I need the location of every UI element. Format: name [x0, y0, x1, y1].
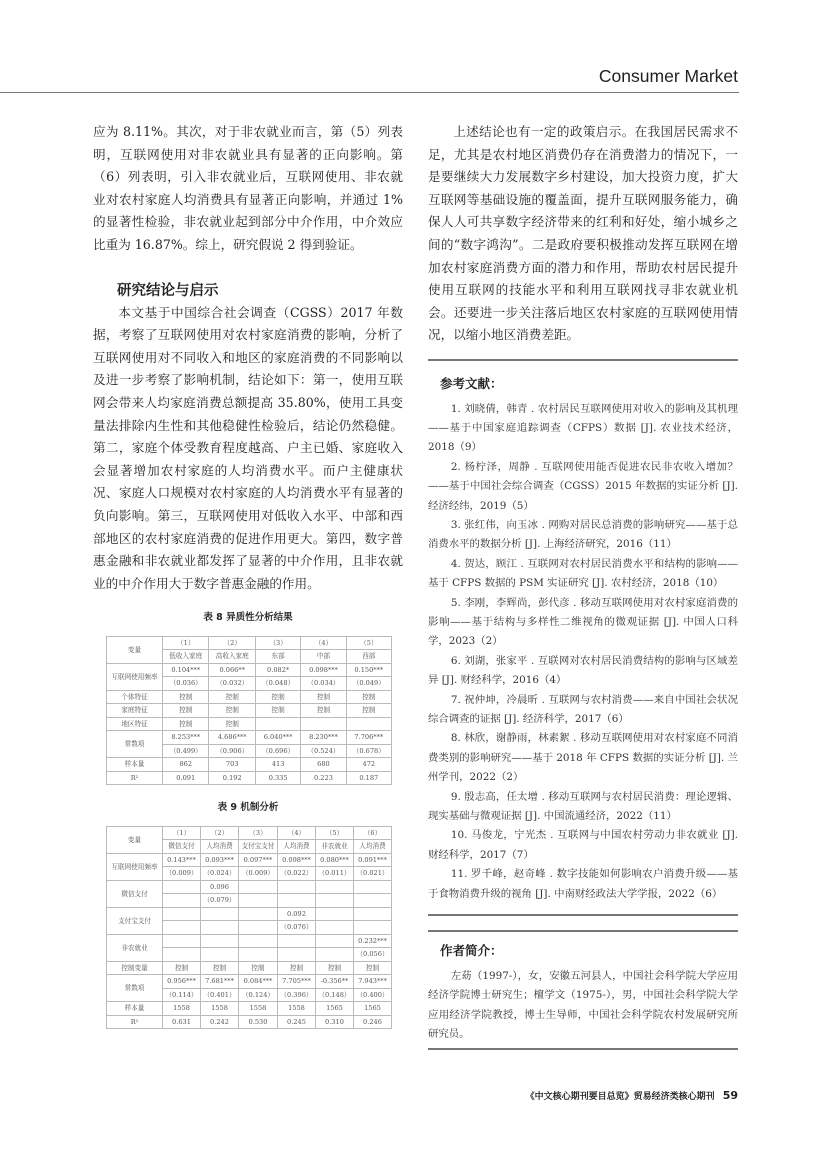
table-cell: [353, 880, 391, 894]
table-cell: （5）: [315, 826, 353, 840]
table-cell: 人均消费: [277, 840, 315, 854]
table-cell: 0.092: [277, 907, 315, 921]
table-cell: 862: [163, 758, 209, 772]
table-cell: 0.232***: [353, 934, 391, 948]
table-cell: （0.678）: [346, 744, 391, 758]
row-label: 常数项: [107, 975, 163, 1002]
table-cell: 0.187: [346, 771, 391, 785]
table-cell: （2）: [209, 636, 255, 650]
table-cell: （0.696）: [255, 744, 300, 758]
table-cell: [315, 907, 353, 921]
table-row: [107, 975, 392, 989]
table-header-row: [107, 636, 392, 650]
reference-item: 9. 殷志高，任太增 . 移动互联网与农村居民消费：理论逻辑、现实基础与微观证据 [J]. 中国流通经济，2022（11）: [428, 790, 738, 823]
table-cell: 0.093***: [201, 853, 239, 867]
table-cell: 7.681***: [201, 975, 239, 989]
left-column: [93, 121, 403, 1029]
table-cell: 680: [301, 758, 346, 772]
table-cell: 控制: [301, 704, 346, 718]
table-cell: （0.011）: [315, 867, 353, 881]
table-cell: 0.098***: [301, 663, 346, 677]
table-cell: （0.400）: [353, 988, 391, 1002]
table-cell: [163, 948, 201, 962]
table-cell: 控制: [277, 961, 315, 975]
row-label: 控制变量: [107, 961, 163, 975]
table-cell: （0.022）: [277, 867, 315, 881]
table-cell: 1558: [201, 1002, 239, 1016]
table-cell: （6）: [353, 826, 391, 840]
table-cell: [163, 907, 201, 921]
table-cell: 0.084***: [239, 975, 278, 989]
table-cell: 控制: [301, 690, 346, 704]
table-cell: [346, 717, 391, 731]
references-list: [428, 400, 738, 905]
row-label: 家庭特征: [107, 704, 163, 718]
table-cell: [353, 894, 391, 908]
table-cell: 0.956***: [163, 975, 201, 989]
table-cell: [201, 934, 239, 948]
table-cell: -0.356**: [315, 975, 353, 989]
table-cell: 0.082*: [255, 663, 300, 677]
table-cell: （4）: [301, 636, 346, 650]
table-cell: （1）: [163, 826, 201, 840]
table-cell: （0.009）: [163, 867, 201, 881]
table-cell: [315, 934, 353, 948]
table-cell: [315, 894, 353, 908]
table9: [106, 826, 392, 1030]
footer: [526, 1089, 738, 1102]
table-cell: 0.066**: [209, 663, 255, 677]
table-row: [107, 1015, 392, 1029]
reference-item: 2. 杨柠泽，周静 . 互联网使用能否促进农民非农收入增加？——基于中国社会综合调查（CGSS）2015 年数据的实证分析 [J]. 经济经纬，2019（5）: [428, 460, 738, 512]
row-label: 地区特征: [107, 717, 163, 731]
table-cell: 1558: [239, 1002, 278, 1016]
table-cell: 1565: [353, 1002, 391, 1016]
table-cell: [201, 948, 239, 962]
table-header: 变量: [107, 636, 163, 663]
paragraph: 上述结论也有一定的政策启示。在我国居民需求不足，尤其是农村地区消费仍存在消费潜力的情况下，一是要继续大力发展数字乡村建设，加大投资力度，扩大互联网等基础设施的覆盖面，提升互联网服务能力，确保人人可共享数字经济带来的红利和好处，缩小城乡之间的“数字鸿沟”。二是政府要积极推动发挥互联网在增加农村家庭消费方面的潜力和作用，帮助农村居民提升使用互联网的技能水平和利用互联网找寻非农就业机会。还要进一步关注落后地区农村家庭的互联网使用情况，以缩小地区消费差距。: [428, 124, 738, 343]
table-cell: 控制: [255, 690, 300, 704]
table-cell: [163, 921, 201, 935]
table-cell: 控制: [239, 961, 278, 975]
table-cell: 高收入家庭: [209, 650, 255, 664]
table-cell: （0.524）: [301, 744, 346, 758]
table-cell: 控制: [315, 961, 353, 975]
table-cell: [201, 921, 239, 935]
row-label: 样本量: [107, 758, 163, 772]
table-cell: [239, 934, 278, 948]
section-heading: 研究结论与启示: [117, 282, 219, 299]
divider: [428, 914, 738, 916]
table-cell: [239, 948, 278, 962]
table-cell: 6.040***: [255, 731, 300, 745]
table-cell: （3）: [255, 636, 300, 650]
table-cell: 413: [255, 758, 300, 772]
row-label: 常数项: [107, 731, 163, 758]
table-cell: 低收入家庭: [163, 650, 209, 664]
row-label: 支付宝支付: [107, 907, 163, 934]
table8: [106, 636, 392, 786]
reference-item: 11. 罗千峰，赵奇峰 . 数字技能如何影响农户消费升级——基于食物消费升级的视角 [J]. 中南财经政法大学学报，2022（6）: [428, 868, 738, 900]
table-cell: （0.396）: [277, 988, 315, 1002]
table-cell: 0.192: [209, 771, 255, 785]
table-cell: [163, 894, 201, 908]
table-cell: 0.080***: [315, 853, 353, 867]
header-rule: [0, 92, 739, 93]
table-cell: 0.246: [353, 1015, 391, 1029]
table-cell: （0.036）: [163, 677, 209, 691]
running-header: Consumer Market: [598, 66, 738, 86]
divider: [428, 930, 738, 932]
table-cell: [239, 921, 278, 935]
table-cell: [277, 894, 315, 908]
reference-item: 10. 马俊龙，宁光杰 . 互联网与中国农村劳动力非农就业 [J]. 财经科学，2017（7）: [428, 829, 738, 861]
table-row: [107, 961, 392, 975]
row-label: 互联网使用频率: [107, 663, 163, 690]
table-header-row: [107, 826, 392, 840]
table-cell: 8.253***: [163, 731, 209, 745]
table-row: [107, 880, 392, 894]
table-cell: [277, 880, 315, 894]
table-cell: 控制: [346, 690, 391, 704]
reference-item: 3. 张红伟，向玉冰 . 网购对居民总消费的影响研究——基于总消费水平的数据分析 [J]. 上海经济研究，2016（11）: [428, 518, 738, 551]
row-label: R²: [107, 1015, 163, 1029]
table-cell: [315, 880, 353, 894]
table-cell: 0.098***: [277, 853, 315, 867]
table-cell: （0.049）: [346, 677, 391, 691]
table-cell: （3）: [239, 826, 278, 840]
paragraph: 应为 8.11%。其次，对于非农就业而言，第（5）列表明，互联网使用对非农就业具有显著的正向影响。第（6）列表明，引入非农就业后，互联网使用、非农就业对农村家庭人均消费具有显著正向影响，并通过 1% 的显著性检验，非农就业起到部分中介作用，中介效应比重为 16.87%。综上，研究假说 2 得到验证。: [93, 124, 403, 252]
table-cell: 472: [346, 758, 391, 772]
table-cell: 控制: [353, 961, 391, 975]
table-cell: 0.143***: [163, 853, 201, 867]
table-row: [107, 717, 392, 731]
references-title: 参考文献：: [440, 375, 503, 391]
table-cell: [163, 934, 201, 948]
table-header: 变量: [107, 826, 163, 853]
table-cell: [277, 934, 315, 948]
table-cell: 控制: [163, 717, 209, 731]
table-cell: 0.091***: [353, 853, 391, 867]
table-cell: 0.091: [163, 771, 209, 785]
table-cell: （0.021）: [353, 867, 391, 881]
table-cell: 控制: [209, 704, 255, 718]
table-cell: [239, 894, 278, 908]
table-cell: [353, 921, 391, 935]
table-cell: 0.096: [201, 880, 239, 894]
table-cell: 703: [209, 758, 255, 772]
table-cell: 微信支付: [163, 840, 201, 854]
table-cell: 0.335: [255, 771, 300, 785]
author-bio: 左苭（1997-），女，安徽五河县人，中国社会科学院大学应用经济学院博士研究生；檀学文（1975-），男，中国社会科学院大学应用经济学院教授，博士生导师，中国社会科学院农村发展研究所研究员。: [428, 969, 738, 1040]
reference-item: 1. 刘晓倩，韩青 . 农村居民互联网使用对收入的影响及其机理——基于中国家庭追踪调查（CFPS）数据 [J]. 农业技术经济，2018（9）: [428, 402, 738, 454]
table-cell: 中部: [301, 650, 346, 664]
table-cell: （0.048）: [255, 677, 300, 691]
table-cell: 0.631: [163, 1015, 201, 1029]
table-cell: [315, 921, 353, 935]
table-row: [107, 704, 392, 718]
row-label: R²: [107, 771, 163, 785]
page-number: 59: [722, 1089, 738, 1102]
table8-title: 表 8 异质性分析结果: [203, 612, 293, 624]
table-row: [107, 907, 392, 921]
table-row: [107, 690, 392, 704]
table-cell: （0.148）: [315, 988, 353, 1002]
table-cell: 7.943***: [353, 975, 391, 989]
table-cell: （0.056）: [353, 948, 391, 962]
row-label: 微信支付: [107, 880, 163, 907]
row-label: 互联网使用频率: [107, 853, 163, 880]
divider: [428, 1048, 738, 1050]
table-cell: 0.150***: [346, 663, 391, 677]
table-cell: 人均消费: [353, 840, 391, 854]
table-cell: 0.530: [239, 1015, 278, 1029]
table-cell: 非农就业: [315, 840, 353, 854]
table-cell: 控制: [201, 961, 239, 975]
table-cell: 控制: [209, 717, 255, 731]
table-row: [107, 1002, 392, 1016]
table-row: [107, 731, 392, 745]
table-row: [107, 663, 392, 677]
reference-item: 4. 贺达，顾江 . 互联网对农村居民消费水平和结构的影响——基于 CFPS 数据的 PSM 实证研究 [J]. 农村经济，2018（10）: [428, 557, 738, 590]
table-cell: 控制: [163, 690, 209, 704]
reference-item: 7. 祝仲坤，冷晨昕 . 互联网与农村消费——来自中国社会状况综合调查的证据 [J]. 经济科学，2017（6）: [428, 693, 738, 726]
table-cell: 7.705***: [277, 975, 315, 989]
table-cell: 1558: [277, 1002, 315, 1016]
reference-item: 6. 刘湖，张家平 . 互联网对农村居民消费结构的影响与区域差异 [J]. 财经科学，2016（4）: [428, 654, 738, 687]
table-cell: 东部: [255, 650, 300, 664]
row-label: 样本量: [107, 1002, 163, 1016]
table-row: [107, 771, 392, 785]
table-cell: [255, 717, 300, 731]
table-cell: （4）: [277, 826, 315, 840]
table-cell: [353, 907, 391, 921]
table-cell: 0.223: [301, 771, 346, 785]
reference-item: 8. 林欣，谢静雨，林素絮 . 移动互联网使用对农村家庭不同消费类别的影响研究——基于 2018 年 CFPS 数据的实证分析 [J]. 兰州学刊，2022（2）: [428, 732, 738, 784]
table-cell: 人均消费: [201, 840, 239, 854]
table-cell: （1）: [163, 636, 209, 650]
table-cell: 0.242: [201, 1015, 239, 1029]
table-row: [107, 758, 392, 772]
table-cell: （2）: [201, 826, 239, 840]
table-cell: [277, 948, 315, 962]
reference-item: 5. 李刚，李辉尚，彭代彦 . 移动互联网使用对农村家庭消费的影响——基于结构与多样性二维视角的微观证据 [J]. 中国人口科学，2023（2）: [428, 596, 738, 648]
table-cell: （0.076）: [277, 921, 315, 935]
row-label: 非农就业: [107, 934, 163, 961]
table-cell: （0.124）: [239, 988, 278, 1002]
table-cell: 1558: [163, 1002, 201, 1016]
table-cell: 7.706***: [346, 731, 391, 745]
table-cell: [239, 880, 278, 894]
table-cell: （0.499）: [163, 744, 209, 758]
table-cell: 控制: [163, 704, 209, 718]
table-cell: 0.245: [277, 1015, 315, 1029]
table-cell: （0.401）: [201, 988, 239, 1002]
divider: [428, 359, 738, 361]
right-column: [428, 121, 738, 1062]
table-cell: [201, 907, 239, 921]
table-cell: 控制: [163, 961, 201, 975]
table-cell: 0.310: [315, 1015, 353, 1029]
table-cell: （0.032）: [209, 677, 255, 691]
table-cell: [301, 717, 346, 731]
table-row: [107, 853, 392, 867]
table-cell: 控制: [255, 704, 300, 718]
table9-title: 表 9 机制分析: [217, 802, 279, 814]
table-cell: 4.686***: [209, 731, 255, 745]
table-cell: 支付宝支付: [239, 840, 278, 854]
table-cell: （0.034）: [301, 677, 346, 691]
author-bio-title: 作者简介：: [440, 943, 503, 959]
table-cell: 控制: [209, 690, 255, 704]
table-cell: 0.104***: [163, 663, 209, 677]
table-cell: （0.114）: [163, 988, 201, 1002]
table-row: [107, 934, 392, 948]
table-cell: （0.906）: [209, 744, 255, 758]
footer-journal: 《中文核心期刊要目总览》贸易经济类核心期刊: [525, 1092, 715, 1102]
table-cell: （0.009）: [239, 867, 278, 881]
row-label: 个体特征: [107, 690, 163, 704]
table-cell: [239, 907, 278, 921]
table-cell: （0.079）: [201, 894, 239, 908]
table-cell: [163, 880, 201, 894]
table-cell: 控制: [346, 704, 391, 718]
table-cell: [315, 948, 353, 962]
paragraph: 本文基于中国综合社会调查（CGSS）2017 年数据，考察了互联网使用对农村家庭消费的影响，分析了互联网使用对不同收入和地区的家庭消费的不同影响以及进一步考察了影响机制，结论如下：第一，使用互联网会带来人均家庭消费总额提高 35.80%，使用工具变量法排除内生性和其他稳健性检验后，结论仍然稳健。第二，家庭个体受教育程度越高、户主已婚、家庭收入会显著增加农村家庭的人均消费水平。而户主健康状况、家庭人口规模对农村家庭的人均消费水平有显著的负向影响。第三，互联网使用对低收入水平、中部和西部地区的农村家庭消费的促进作用更大。第四，数字普惠金融和非农就业都发挥了显著的中介作用，且非农就业的中介作用大于数字普惠金融的作用。: [93, 304, 403, 591]
table-cell: 0.097***: [239, 853, 278, 867]
table-cell: 8.230***: [301, 731, 346, 745]
table-cell: 1565: [315, 1002, 353, 1016]
table-cell: （5）: [346, 636, 391, 650]
table-cell: （0.024）: [201, 867, 239, 881]
table-cell: 西部: [346, 650, 391, 664]
